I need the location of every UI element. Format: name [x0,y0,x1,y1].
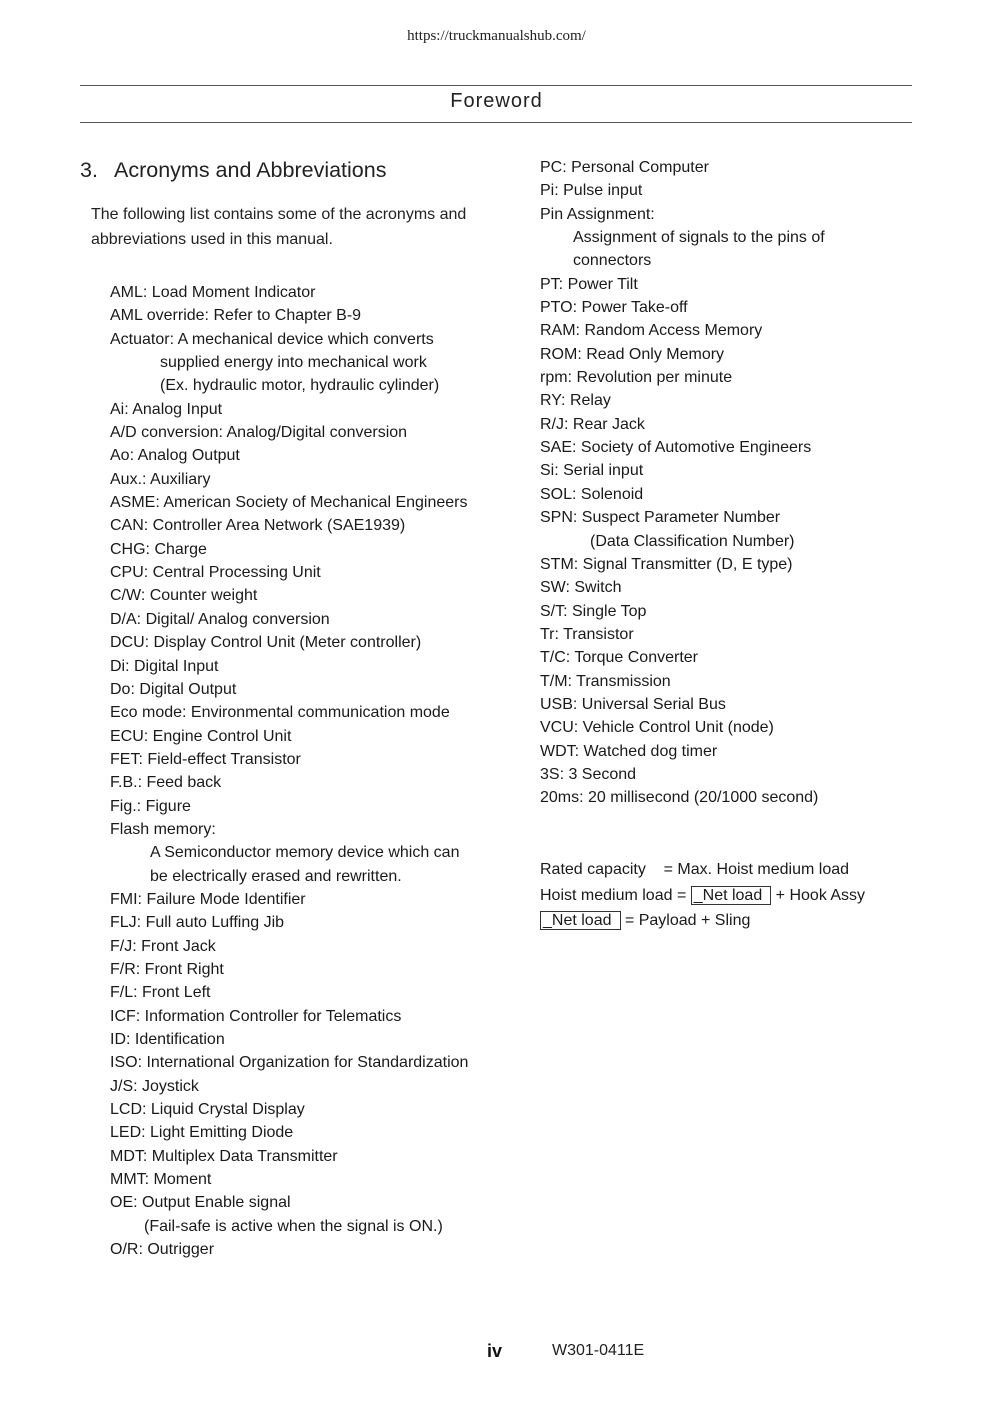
acronym-entry: Do: Digital Output [110,680,237,698]
acronym-entry: LED: Light Emitting Diode [110,1124,294,1142]
acronym-entry: Flash memory: [110,820,216,838]
acronym-entry: ASME: American Society of Mechanical Engineers [110,494,468,512]
acronym-entry: F/J: Front Jack [110,937,216,955]
formula-text: Hoist medium load = [540,887,691,904]
acronym-entry: rpm: Revolution per minute [540,369,733,387]
acronym-entry: Tr: Transistor [540,625,634,643]
acronym-list-left [110,281,468,1261]
acronym-entry: DCU: Display Control Unit (Meter controller) [110,634,422,652]
acronym-entry: ID: Identification [110,1031,225,1048]
header-rule-top [80,85,912,86]
section-title: Acronyms and Abbreviations [114,158,387,182]
acronym-entry: AML override: Refer to Chapter B-9 [110,307,362,325]
intro-paragraph [91,202,511,252]
acronym-entry: Fig.: Figure [110,797,191,815]
acronym-entry: F/L: Front Left [110,984,211,1002]
acronym-continuation: (Ex. hydraulic motor, hydraulic cylinder) [160,377,440,395]
acronym-entry: SPN: Suspect Parameter Number [540,509,781,527]
acronym-entry: PT: Power Tilt [540,275,638,293]
acronym-list-right [540,156,825,810]
acronym-entry: RAM: Random Access Memory [540,322,763,340]
acronym-entry: C/W: Counter weight [110,587,258,605]
acronym-continuation: (Data Classification Number) [590,532,795,550]
net-load-box: _Net load [540,911,621,930]
rated-capacity-formula [540,861,849,879]
acronym-entry: VCU: Vehicle Control Unit (node) [540,719,774,737]
intro-line: abbreviations used in this manual. [91,231,333,248]
document-code: W301-0411E [552,1342,645,1359]
acronym-continuation: supplied energy into mechanical work [160,354,427,372]
acronym-entry: ECU: Engine Control Unit [110,727,292,745]
acronym-entry: STM: Signal Transmitter (D, E type) [540,555,793,573]
acronym-entry: CAN: Controller Area Network (SAE1939) [110,517,406,535]
acronym-entry: Si: Serial input [540,462,644,480]
intro-line: The following list contains some of the acronyms and [91,206,467,223]
acronym-entry: OE: Output Enable signal [110,1194,291,1212]
acronym-entry: T/M: Transmission [540,672,671,690]
acronym-entry: Ao: Analog Output [110,447,240,465]
acronym-entry: CHG: Charge [110,540,207,558]
acronym-entry: Actuator: A mechanical device which converts [110,330,434,348]
acronym-entry: ICF: Information Controller for Telematics [110,1007,402,1025]
acronym-entry: 3S: 3 Second [540,765,637,783]
acronym-entry: Pin Assignment: [540,205,655,223]
acronym-entry: T/C: Torque Converter [540,649,698,667]
net-load-formula [540,911,750,930]
acronym-entry: SOL: Solenoid [540,485,644,503]
acronym-entry: RY: Relay [540,392,611,410]
acronym-continuation: Assignment of signals to the pins of [573,229,825,247]
acronym-entry: Pi: Pulse input [540,182,643,200]
acronym-entry: Eco mode: Environmental communication mode [110,704,450,722]
acronym-entry: USB: Universal Serial Bus [540,695,726,713]
page-number: iv [487,1341,503,1361]
acronym-entry: AML: Load Moment Indicator [110,284,316,301]
acronym-continuation: be electrically erased and rewritten. [150,867,402,885]
acronym-continuation: A Semiconductor memory device which can [150,844,460,862]
acronym-entry: CPU: Central Processing Unit [110,564,321,582]
acronym-entry: SAE: Society of Automotive Engineers [540,439,812,457]
acronym-entry: FET: Field-effect Transistor [110,750,301,768]
acronym-entry: ISO: International Organization for Standardization [110,1054,469,1072]
section-heading [80,158,386,183]
acronym-entry: D/A: Digital/ Analog conversion [110,610,330,628]
acronym-entry: PC: Personal Computer [540,159,709,176]
formula-text: = Payload + Sling [620,912,751,929]
formula-text: + Hook Assy [771,887,866,904]
acronym-entry: F.B.: Feed back [110,774,222,792]
section-number: 3. [80,158,98,182]
running-title: Foreword [450,90,543,112]
acronym-entry: PTO: Power Take-off [540,299,688,317]
acronym-entry: ROM: Read Only Memory [540,345,725,363]
acronym-entry: S/T: Single Top [540,602,647,620]
acronym-entry: R/J: Rear Jack [540,415,645,433]
acronym-entry: 20ms: 20 millisecond (20/1000 second) [540,789,819,807]
acronym-entry: LCD: Liquid Crystal Display [110,1101,305,1119]
acronym-entry: FLJ: Full auto Luffing Jib [110,914,285,932]
acronym-entry: SW: Switch [540,579,622,597]
header-rule-bottom [80,122,912,123]
acronym-entry: Di: Digital Input [110,657,219,675]
acronym-entry: WDT: Watched dog timer [540,742,718,760]
formula-text: Rated capacity = Max. Hoist medium load [540,861,850,878]
acronym-entry: Aux.: Auxiliary [110,470,211,488]
source-url[interactable]: https://truckmanualshub.com/ [407,28,586,44]
acronym-entry: FMI: Failure Mode Identifier [110,890,306,908]
acronym-entry: MDT: Multiplex Data Transmitter [110,1147,338,1165]
hoist-load-formula [540,886,865,905]
acronym-entry: A/D conversion: Analog/Digital conversion [110,424,408,442]
acronym-entry: MMT: Moment [110,1171,212,1189]
acronym-continuation: (Fail-safe is active when the signal is ON.) [144,1217,443,1235]
acronym-entry: O/R: Outrigger [110,1241,215,1259]
acronym-entry: Ai: Analog Input [110,400,223,418]
acronym-continuation: connectors [573,252,652,270]
net-load-box: _Net load [691,886,772,905]
acronym-entry: F/R: Front Right [110,960,224,978]
acronym-entry: J/S: Joystick [110,1077,199,1095]
